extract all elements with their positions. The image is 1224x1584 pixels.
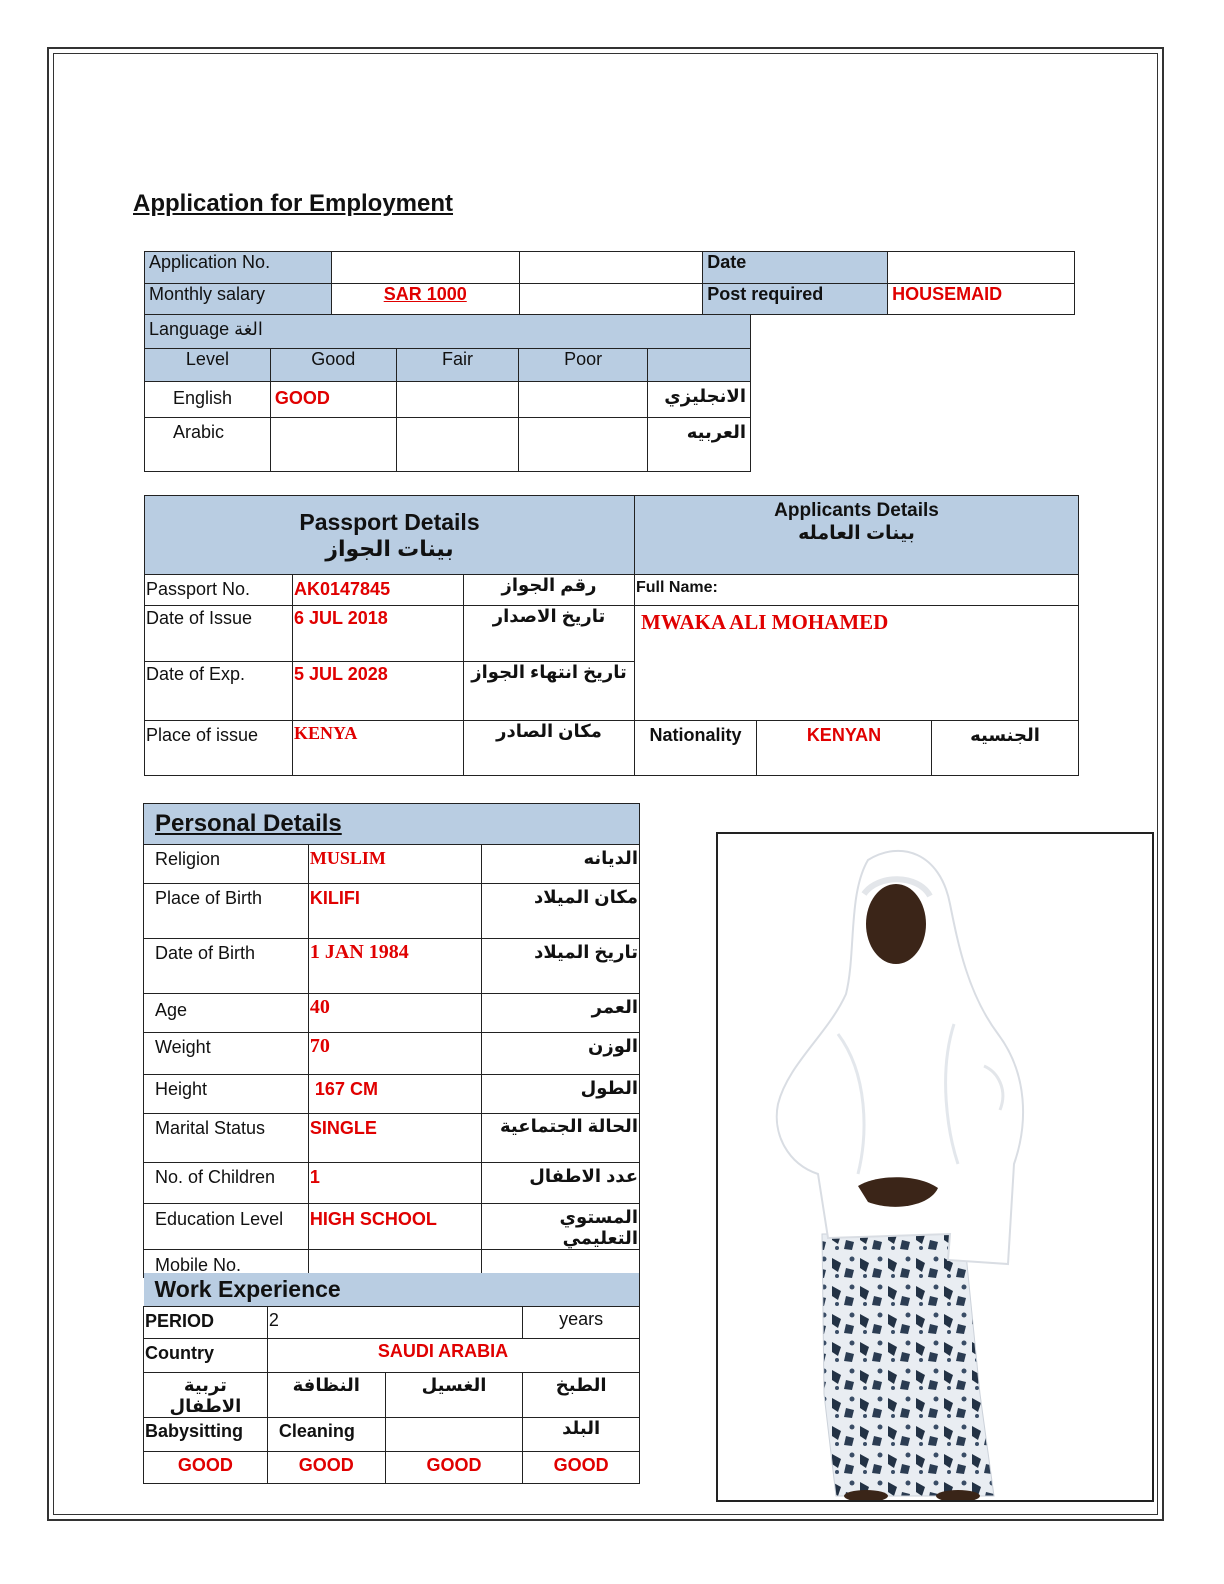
full-name-label: Full Name: [635,575,1079,606]
col-poor: Poor [519,349,648,382]
lang-arabic-ar: العربيه [648,418,751,472]
religion-label: Religion [144,845,309,884]
skill-cleaning-ar: النظافة [267,1372,385,1417]
place-issue-value: KENYA [293,721,464,776]
col-fair: Fair [396,349,519,382]
country-value: SAUDI ARABIA [267,1338,639,1372]
lang-arabic-good [270,418,396,472]
page-title: Application for Employment [133,190,454,217]
salary-empty-cell [519,284,703,315]
birthplace-ar: مكان الميلاد [482,884,640,939]
app-no-label: Application No. [145,252,332,284]
age-ar: العمر [482,994,640,1033]
children-label: No. of Children [144,1163,309,1204]
marital-label: Marital Status [144,1114,309,1163]
lang-english-fair [396,382,519,418]
weight-label: Weight [144,1033,309,1075]
education-ar: المستوي التعليمي [482,1204,640,1250]
period-label: PERIOD [144,1306,268,1338]
col-level: Level [145,349,271,382]
date-value [888,252,1075,284]
lang-arabic-fair [396,418,519,472]
post-value: HOUSEMAID [888,284,1075,315]
issue-date-ar: تاريخ الاصدار [464,606,635,662]
exp-date-label: Date of Exp. [145,662,293,721]
language-header: Language الغة [145,315,751,349]
salary-value: SAR 1000 [331,284,519,315]
dob-label: Date of Birth [144,939,309,994]
education-value: HIGH SCHOOL [308,1204,481,1250]
religion-value: MUSLIM [308,845,481,884]
full-name-value: MWAKA ALI MOHAMED [635,606,1079,721]
children-value: 1 [308,1163,481,1204]
height-label: Height [144,1075,309,1114]
language-table [144,314,751,472]
passport-header-en: Passport Details [299,508,480,535]
weight-ar: الوزن [482,1033,640,1075]
app-empty-cell [519,252,703,284]
passport-header [145,496,635,575]
dob-value: 1 JAN 1984 [308,939,481,994]
passport-no-ar: رقم الجواز [464,575,635,606]
skill-cleaning-rating: GOOD [267,1451,385,1483]
skill-country-ar: البلد [523,1417,640,1451]
work-table [143,1273,640,1484]
age-label: Age [144,994,309,1033]
passport-no-value: AK0147845 [293,575,464,606]
skill-cleaning-en: Cleaning [267,1417,385,1451]
issue-date-value: 6 JUL 2018 [293,606,464,662]
passport-table [144,495,1079,776]
lang-arabic-poor [519,418,648,472]
lang-english-good: GOOD [270,382,396,418]
lang-english: English [145,382,271,418]
mobile-label: Mobile No. [144,1250,309,1278]
nationality-value: KENYAN [757,721,932,776]
passport-header-ar: بينات الجواز [325,535,454,561]
nationality-label: Nationality [635,721,757,776]
applicant-header-ar: بينات العامله [798,523,915,544]
work-header: Work Experience [144,1273,640,1306]
period-unit: years [523,1306,640,1338]
nationality-ar: الجنسيه [932,721,1079,776]
marital-ar: الحالة الجتماعية [482,1114,640,1163]
applicant-photo [716,832,1154,1502]
date-label: Date [703,252,888,284]
col-arabic [648,349,751,382]
applicant-photo-illustration [718,834,1152,1500]
skill-cooking-ar: الطبخ [523,1372,640,1417]
religion-ar: الديانه [482,845,640,884]
application-table [144,251,1075,315]
birthplace-label: Place of Birth [144,884,309,939]
lang-english-ar: الانجليزي [648,382,751,418]
place-issue-ar: مكان الصادر [464,721,635,776]
applicant-header [635,496,1079,575]
skill-babysitting-en: Babysitting [144,1417,268,1451]
dob-ar: تاريخ الميلاد [482,939,640,994]
salary-label: Monthly salary [145,284,332,315]
skill-cooking-rating: GOOD [523,1451,640,1483]
skill-washing-ar: الغسيل [385,1372,523,1417]
skill-babysitting-rating: GOOD [144,1451,268,1483]
exp-date-value: 5 JUL 2028 [293,662,464,721]
weight-value: 70 [308,1033,481,1075]
applicant-header-en: Applicants Details [774,500,939,521]
skill-washing-rating: GOOD [385,1451,523,1483]
age-value: 40 [308,994,481,1033]
post-label: Post required [703,284,888,315]
personal-table [143,803,640,1278]
lang-english-poor [519,382,648,418]
skill-washing-en [385,1417,523,1451]
place-issue-label: Place of issue [145,721,293,776]
col-good: Good [270,349,396,382]
app-no-value [331,252,519,284]
period-value: 2 [267,1306,522,1338]
exp-date-ar: تاريخ انتهاء الجواز [464,662,635,721]
marital-value: SINGLE [308,1114,481,1163]
birthplace-value: KILIFI [308,884,481,939]
lang-arabic: Arabic [145,418,271,472]
children-ar: عدد الاطفال [482,1163,640,1204]
country-label: Country [144,1338,268,1372]
skill-babysitting-ar: تربية الاطفال [144,1372,268,1417]
issue-date-label: Date of Issue [145,606,293,662]
personal-header: Personal Details [144,804,640,845]
height-ar: الطول [482,1075,640,1114]
education-label: Education Level [144,1204,309,1250]
height-value: 167 CM [308,1075,481,1114]
passport-no-label: Passport No. [145,575,293,606]
